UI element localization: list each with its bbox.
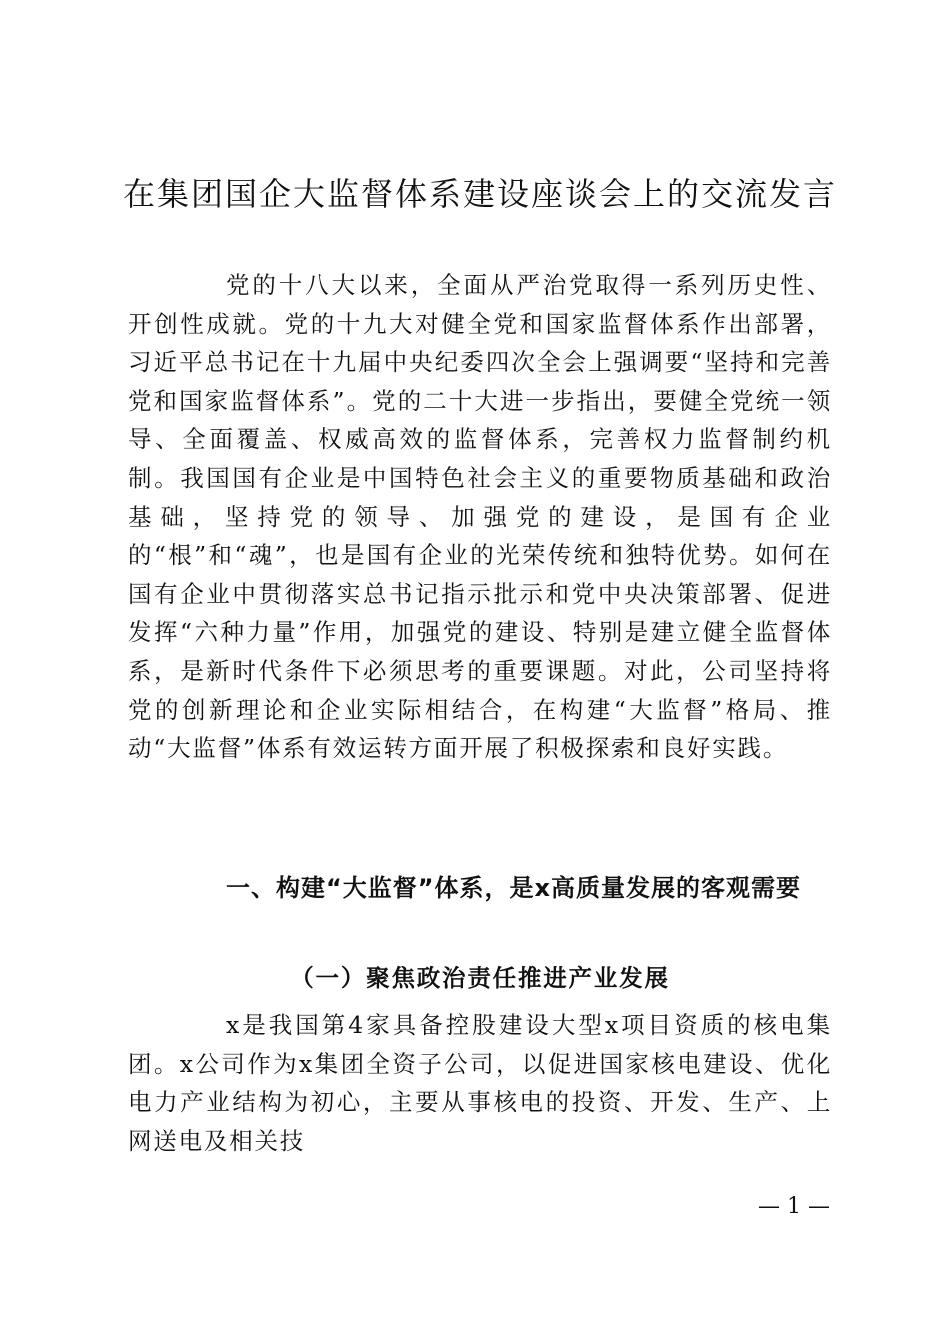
page-number: — 1 — (758, 1194, 830, 1219)
section-heading-1: 一、构建“大监督”体系，是x高质量发展的客观需要 (226, 874, 802, 902)
intro-paragraph: 党的十八大以来，全面从严治党取得一系列历史性、开创性成就。党的十九大对健全党和国家监督体系作出部署，习近平总书记在十九届中央纪委四次全会上强调要“坚持和完善党和国家监督体系”。党的二十大进一步指出，要健全党统一领导、全面覆盖、权威高效的监督体系，完善权力监督制约机制。我国国有企业是中国特色社会主义的重要物质基础和政治基础，坚持党的领导、加强党的建设，是国有企业的“根”和“魂”，也是国有企业的光荣传统和独特优势。如何在国有企业中贯彻落实总书记指示批示和党中央决策部署、促进发挥“六种力量”作用，加强党的建设、特别是建立健全监督体系，是新时代条件下必须思考的重要课题。对此，公司坚持将党的创新理论和企业实际相结合，在构建“大监督”格局、推动“大监督”体系有效运转方面开展了积极探索和良好实践。 (128, 271, 832, 763)
body-paragraph: x是我国第4家具备控股建设大型x项目资质的核电集团。x公司作为x集团全资子公司，以促进国家核电建设、优化电力产业结构为初心，主要从事核电的投资、开发、生产、上网送电及相关技 (128, 1011, 832, 1155)
document-title: 在集团国企大监督体系建设座谈会上的交流发言 (122, 175, 837, 213)
subsection-heading-1: （一）聚焦政治责任推进产业发展 (290, 964, 670, 992)
